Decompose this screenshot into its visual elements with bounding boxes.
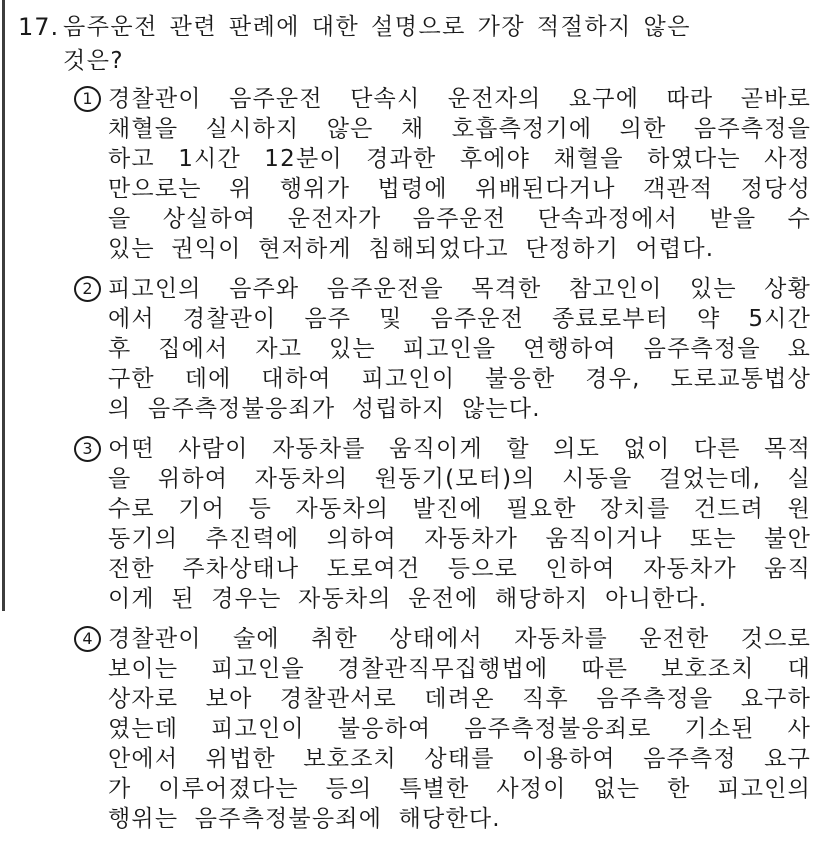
question-number: 17.: [18, 13, 60, 41]
answer-option-1-text: [108, 84, 811, 264]
text-line: 동기의 추진력에 의하여 자동차가 움직이거나 또는 불안: [108, 526, 811, 552]
text-line: 것은?: [63, 48, 125, 74]
text-line: 어떤 사람이 자동차를 움직이게 할 의도 없이 다른 목적: [108, 436, 811, 462]
text-line: 을 위하여 자동차의 원동기(모터)의 시동을 걸었는데, 실: [108, 466, 811, 492]
text-line: 전한 주차상태나 도로여건 등으로 인하여 자동차가 움직: [108, 556, 811, 582]
text-line: 만으로는 위 행위가 법령에 위배된다거나 객관적 정당성: [108, 176, 811, 202]
text-line: 보이는 피고인을 경찰관직무집행법에 따른 보호조치 대: [108, 656, 811, 682]
answer-option-4: [74, 624, 811, 834]
answer-option-2-text: [108, 274, 811, 424]
text-line: 가 이루어졌다는 등의 특별한 사정이 없는 한 피고인의: [108, 776, 811, 802]
text-line: 구한 데에 대하여 피고인이 불응한 경우, 도로교통법상: [108, 366, 811, 392]
text-line: 수로 기어 등 자동차의 발진에 필요한 장치를 건드려 원: [108, 496, 811, 522]
circled-number-2-icon: 2: [74, 276, 101, 302]
column-divider-line: [2, 0, 5, 611]
text-line: 경찰관이 음주운전 단속시 운전자의 요구에 따라 곧바로: [108, 86, 811, 112]
text-line: 음주운전 관련 판례에 대한 설명으로 가장 적절하지 않은: [63, 14, 691, 40]
answer-option-2: [74, 274, 811, 424]
text-line: 의 음주측정불응죄가 성립하지 않는다.: [108, 396, 541, 422]
text-line: 상자로 보아 경찰관서로 데려온 직후 음주측정을 요구하: [108, 686, 811, 712]
text-line: 있는 권익이 현저하게 침해되었다고 단정하기 어렵다.: [108, 236, 715, 262]
answer-option-1: [74, 84, 811, 264]
question-text: [63, 10, 691, 78]
answer-option-3: [74, 434, 811, 614]
text-line: 안에서 위법한 보호조치 상태를 이용하여 음주측정 요구: [108, 746, 811, 772]
text-line: 행위는 음주측정불응죄에 해당한다.: [108, 806, 501, 832]
text-line: 하고 1시간 12분이 경과한 후에야 채혈을 하였다는 사정: [108, 146, 811, 172]
text-line: 이게 된 경우는 자동차의 운전에 해당하지 아니한다.: [108, 586, 708, 612]
text-line: 경찰관이 술에 취한 상태에서 자동차를 운전한 것으로: [108, 626, 811, 652]
answer-options-list: [74, 84, 811, 843]
text-line: 채혈을 실시하지 않은 채 호흡측정기에 의한 음주측정을: [108, 116, 811, 142]
answer-option-3-text: [108, 434, 811, 614]
question-block: [18, 10, 691, 78]
circled-number-3-icon: 3: [74, 436, 101, 462]
answer-option-4-text: [108, 624, 811, 834]
text-line: 후 집에서 자고 있는 피고인을 연행하여 음주측정을 요: [108, 336, 811, 362]
circled-number-4-icon: 4: [74, 626, 101, 652]
text-line: 에서 경찰관이 음주 및 음주운전 종료로부터 약 5시간: [108, 306, 811, 332]
text-line: 였는데 피고인이 불응하여 음주측정불응죄로 기소된 사: [108, 716, 811, 742]
circled-number-1-icon: 1: [74, 86, 101, 112]
text-line: 을 상실하여 운전자가 음주운전 단속과정에서 받을 수: [108, 206, 811, 232]
text-line: 피고인의 음주와 음주운전을 목격한 참고인이 있는 상황: [108, 276, 811, 302]
